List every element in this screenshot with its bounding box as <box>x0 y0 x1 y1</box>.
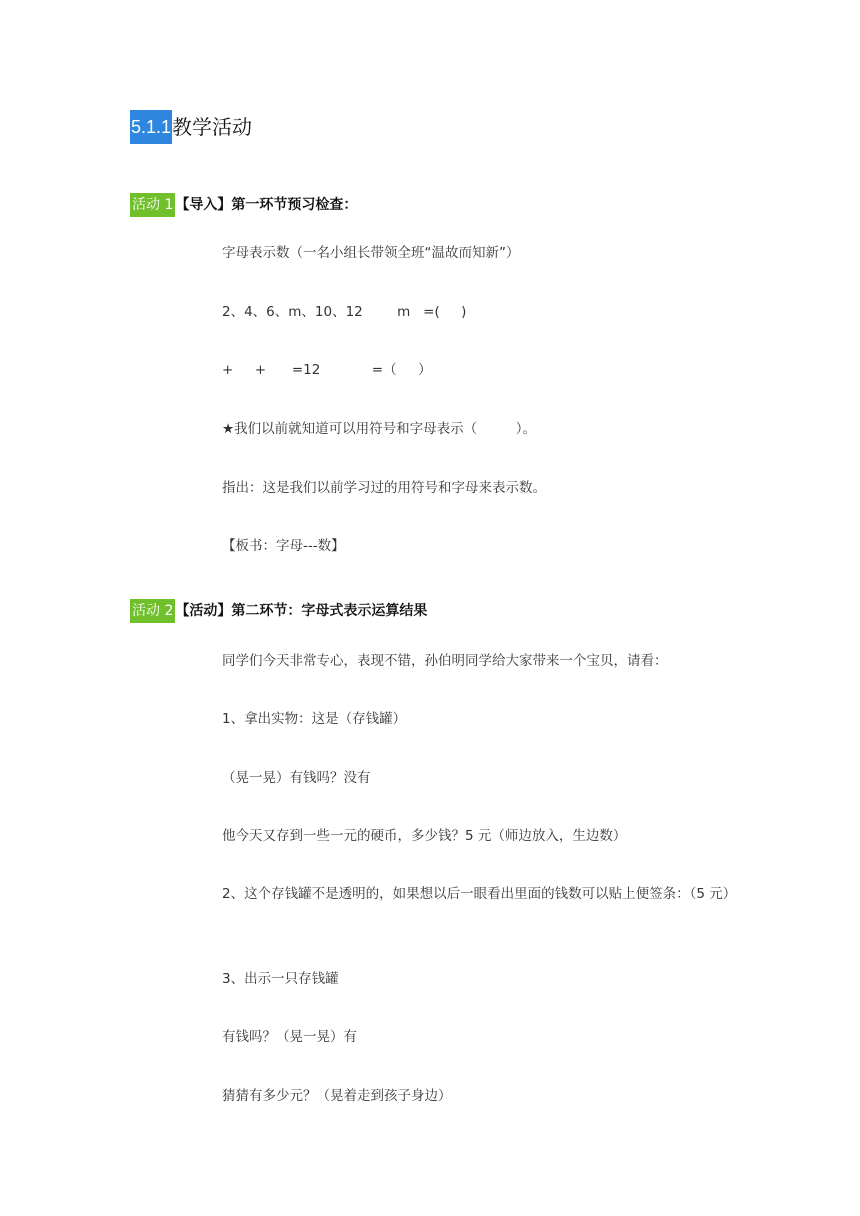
activity-2-tag: 活动 2 <box>130 599 175 623</box>
activity-2-paragraph: 同学们今天非常专心，表现不错，孙伯明同学给大家带来一个宝贝，请看： <box>222 653 668 669</box>
activity-2-paragraph: （晃一晃）有钱吗？没有 <box>222 770 371 786</box>
activity-1-paragraph: 2、4、6、m、10、12 m =( ) <box>222 304 467 320</box>
activity-1-paragraph: 【板书：字母---数】 <box>222 538 345 554</box>
activity-1-paragraph: + + =12 =（ ） <box>222 362 432 378</box>
activity-2-paragraph: 有钱吗？（晃一晃）有 <box>222 1029 357 1045</box>
activity-1-tag: 活动 1 <box>130 193 175 217</box>
activity-2-heading <box>130 599 427 623</box>
activity-1-paragraph: ★我们以前就知道可以用符号和字母表示（ ）。 <box>222 421 536 437</box>
activity-2-paragraph: 3、出示一只存钱罐 <box>222 971 339 987</box>
activity-1-paragraph: 指出：这是我们以前学习过的用符号和字母来表示数。 <box>222 480 546 496</box>
activity-1-paragraph: 字母表示数（一名小组长带领全班“温故而知新”） <box>222 245 520 261</box>
activity-2-paragraph: 他今天又存到一些一元的硬币，多少钱？5 元（师边放入，生边数） <box>222 828 627 844</box>
activity-2-paragraph: 2、这个存钱罐不是透明的，如果想以后一眼看出里面的钱数可以贴上便签条：（5 元） <box>222 886 737 902</box>
section-title: 教学活动 <box>172 115 253 139</box>
section-number: 5.1.1 <box>130 110 172 144</box>
activity-2-paragraph: 1、拿出实物：这是（存钱罐） <box>222 711 407 727</box>
section-heading <box>130 110 252 144</box>
activity-1-title: 【导入】第一环节预习检查： <box>175 197 358 213</box>
activity-2-paragraph: 猜猜有多少元？（晃着走到孩子身边） <box>222 1088 452 1104</box>
activity-2-title: 【活动】第二环节：字母式表示运算结果 <box>175 603 428 619</box>
activity-1-heading <box>130 193 357 217</box>
